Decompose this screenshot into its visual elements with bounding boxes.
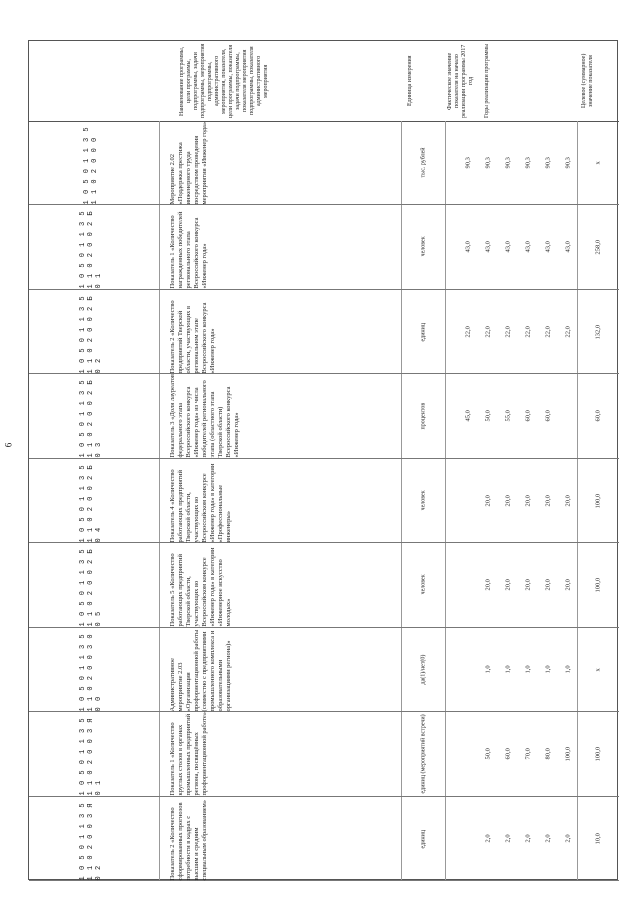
- table-row: [29, 797, 619, 881]
- column-divider: [445, 290, 446, 373]
- column-divider: [577, 205, 578, 288]
- year-value-2020: 2,0: [504, 834, 512, 843]
- target-value: 132,0: [594, 324, 602, 339]
- page-number: 6: [3, 442, 14, 448]
- column-divider: [401, 797, 402, 880]
- year-value-2023: 100,0: [564, 746, 572, 762]
- year-value-2021: 22,0: [524, 325, 532, 338]
- year-value-2020: 20,0: [504, 494, 512, 507]
- year-value-2018: 43,0: [464, 241, 472, 253]
- target-value: 100,0: [594, 746, 602, 762]
- target-value: 100,0: [594, 493, 602, 508]
- row-description: Показатель 4 «Количество работающих предприятий Тверской области, участвующих во Всероссийском конкурсе «Инженер года» в категории «Профессиональные инженеры»: [169, 463, 232, 543]
- year-value-2020: 1,0: [504, 665, 512, 674]
- column-divider: [401, 459, 402, 542]
- year-value-2022: 22,0: [544, 325, 552, 338]
- main-header-label: Наименование программы, цели программы, подпрограммы, задачи подпрограммы, мероприятия подпрограммы, административного мероприятия, показателя, цели программы, показателя задачи подпрограммы, показателя мероприятия подпрограммы, показателя административного мероприятия: [179, 43, 269, 119]
- column-divider: [159, 712, 160, 795]
- column-divider: [445, 628, 446, 711]
- budget-code: 1 0 5 0 1 1 3 5 1 1 0 2 0 0 0: [83, 126, 99, 205]
- row-description: Мероприятие 2.02 «Поддержка престижа инженерного труда посредством проведения мероприятия «Инженер года»: [169, 121, 208, 205]
- budget-code: 1 0 5 0 1 1 3 5 1 1 0 2 0 0 2 Б 0 2: [79, 295, 103, 374]
- column-divider: [445, 543, 446, 626]
- year-value-2023: 2,0: [564, 834, 572, 843]
- column-divider: [577, 459, 578, 542]
- table-row: [29, 205, 619, 289]
- column-divider: [159, 205, 160, 288]
- column-divider: [401, 290, 402, 373]
- year-value-2021: 43,0: [524, 241, 532, 253]
- column-divider: [401, 543, 402, 626]
- years-header-label: Годы реализации программы: [484, 43, 490, 119]
- target-value: х: [594, 161, 602, 165]
- year-value-2020: 20,0: [504, 579, 512, 591]
- year-value-2019: 20,0: [484, 579, 492, 591]
- year-value-2023: 43,0: [564, 241, 572, 253]
- row-description: Показатель 5 «Количество работающих предприятий Тверской области, участвующих во Всероссийском конкурсе «Инженер года» в категории «Инженерное искусство молодых»: [169, 547, 232, 627]
- column-divider: [445, 374, 446, 457]
- year-value-2019: 50,0: [484, 748, 492, 760]
- column-divider: [577, 628, 578, 711]
- target-value: 10,0: [594, 832, 602, 844]
- column-divider: [445, 205, 446, 288]
- year-value-2022: 60,0: [544, 410, 552, 422]
- year-value-2022: 43,0: [544, 241, 552, 253]
- year-value-2018: [459, 797, 477, 880]
- table-row: [29, 374, 619, 458]
- column-divider: [445, 797, 446, 880]
- year-value-2019: 50,0: [484, 410, 492, 422]
- year-value-2018: [459, 459, 477, 542]
- column-divider: [577, 374, 578, 457]
- target-value: х: [594, 667, 602, 671]
- year-value-2021: 20,0: [524, 494, 532, 507]
- row-description: Показатель 1 «Количество круглых столов в органах промышленных предприятий региона, посвящённых профориентационной работе»: [169, 712, 208, 796]
- table-row: [29, 712, 619, 796]
- column-divider: [401, 121, 402, 204]
- year-value-2019: 20,0: [484, 494, 492, 507]
- year-value-2018: [459, 628, 477, 711]
- year-value-2021: 2,0: [524, 834, 532, 843]
- year-value-2023: [559, 374, 577, 457]
- table: [28, 40, 618, 880]
- year-value-2023: 20,0: [564, 579, 572, 591]
- year-value-2018: 45,0: [464, 410, 472, 422]
- row-description: Показатель 3 «Доля лауреатов федерального этапа Всероссийского конкурса «Инженер года» из числа победителей регионального этапа (областного этапа Тверской области) Всероссийского конкурса «Инженер года»: [169, 374, 240, 458]
- year-value-2022: 20,0: [544, 494, 552, 507]
- column-divider: [401, 374, 402, 457]
- year-value-2020: 22,0: [504, 325, 512, 338]
- row-unit: да(1)/нет(0): [420, 654, 427, 685]
- budget-code: 1 0 5 0 1 1 3 5 1 1 0 2 0 0 2 Б 0 1: [79, 210, 103, 289]
- column-divider: [401, 205, 402, 288]
- column-divider: [577, 121, 578, 204]
- budget-code: 1 0 5 0 1 1 3 5 1 1 0 2 0 0 3 Я 0 2: [79, 801, 103, 880]
- year-value-2020: 60,0: [504, 748, 512, 760]
- year-value-2021: 1,0: [524, 665, 532, 674]
- year-value-2020: 55,0: [504, 410, 512, 422]
- year-value-2022: 90,3: [544, 157, 552, 169]
- column-divider: [577, 712, 578, 795]
- budget-code: 1 0 5 0 1 1 3 5 1 1 0 2 0 0 2 Б 0 3: [79, 379, 103, 458]
- column-divider: [159, 628, 160, 711]
- column-divider: [445, 459, 446, 542]
- target-value: 258,0: [594, 239, 602, 255]
- year-value-2018: 22,0: [464, 325, 472, 338]
- budget-code: 1 0 5 0 1 1 3 5 1 1 0 2 0 0 3 0 0 0: [79, 633, 103, 712]
- budget-code: 1 0 5 0 1 1 3 5 1 1 0 2 0 0 2 Б 0 4: [79, 464, 103, 543]
- column-divider: [159, 290, 160, 373]
- year-value-2019: 90,3: [484, 157, 492, 169]
- table-body: [29, 121, 619, 881]
- year-value-2018: [459, 543, 477, 626]
- year-value-2020: 43,0: [504, 241, 512, 253]
- table-row: [29, 628, 619, 712]
- row-unit: процентов: [420, 402, 427, 430]
- column-divider: [445, 121, 446, 204]
- row-unit: единиц: [420, 322, 427, 341]
- target-header-label: Целевое (суммарное) значение показателя: [581, 53, 594, 109]
- year-value-2023: 90,3: [564, 157, 572, 169]
- column-divider: [577, 543, 578, 626]
- column-divider: [401, 628, 402, 711]
- year-value-2022: 2,0: [544, 834, 552, 843]
- table-row: [29, 543, 619, 627]
- budget-code: 1 0 5 0 1 1 3 5 1 1 0 2 0 0 2 Б 0 5: [79, 548, 103, 627]
- column-divider: [159, 543, 160, 626]
- target-value: 60,0: [594, 410, 602, 422]
- table-row: [29, 290, 619, 374]
- row-description: Показатель 2 «Количество сформированных прогнозов потребности в кадрах с высшим и средним специальным образованием»: [169, 799, 208, 880]
- unit-header-label: Единица измерения: [407, 55, 413, 107]
- row-unit: единиц (мероприятий встречи): [420, 714, 427, 794]
- year-value-2022: 1,0: [544, 665, 552, 674]
- year-value-2022: 20,0: [544, 579, 552, 591]
- year-value-2022: 80,0: [544, 748, 552, 760]
- column-divider: [159, 374, 160, 457]
- column-divider: [577, 290, 578, 373]
- year-value-2018: 90,3: [464, 157, 472, 169]
- column-divider: [159, 121, 160, 204]
- year-value-2021: 60,0: [524, 410, 532, 422]
- table-row: [29, 459, 619, 543]
- fact-header-label: Фактическое значение показателя на начало реализации программы 2017 год: [447, 44, 474, 118]
- row-description: Показатель 1 «Количество награжденных победителей регионального этапа Всероссийского конкурса «Инженер года»: [169, 211, 208, 289]
- year-value-2019: 2,0: [484, 834, 492, 843]
- year-value-2023: 22,0: [564, 325, 572, 338]
- year-value-2018: [459, 712, 477, 795]
- year-value-2023: 20,0: [564, 494, 572, 507]
- year-value-2021: 70,0: [524, 748, 532, 760]
- year-value-2019: 22,0: [484, 325, 492, 338]
- target-value: 100,0: [594, 577, 602, 593]
- column-divider: [577, 797, 578, 880]
- year-value-2021: 20,0: [524, 579, 532, 591]
- column-divider: [159, 797, 160, 880]
- column-divider: [401, 712, 402, 795]
- year-value-2019: 43,0: [484, 241, 492, 253]
- year-value-2021: 90,3: [524, 157, 532, 169]
- year-value-2019: 1,0: [484, 665, 492, 674]
- row-unit: человек: [420, 574, 427, 595]
- table-header: [29, 41, 619, 122]
- row-description: Показатель 2 «Количество предприятий Тверской области, участвующих в региональном этапе Всероссийского конкурса «Инженер года»: [169, 300, 216, 374]
- row-unit: человек: [420, 237, 427, 258]
- table-row: [29, 121, 619, 205]
- year-value-2020: 90,3: [504, 157, 512, 169]
- row-unit: тыс. рублей: [420, 147, 427, 178]
- column-divider: [445, 712, 446, 795]
- row-unit: единиц: [420, 829, 427, 848]
- column-divider: [159, 459, 160, 542]
- year-value-2023: 1,0: [564, 665, 572, 674]
- row-unit: человек: [420, 490, 427, 511]
- row-description: Административное мероприятие 2.03 «Организация профориентационной работы (совместно с предприятиями промышленного комплекса и образовательными организациями региона)»: [169, 629, 232, 712]
- budget-code: 1 0 5 0 1 1 3 5 1 1 0 2 0 0 3 Я 0 1: [79, 717, 103, 796]
